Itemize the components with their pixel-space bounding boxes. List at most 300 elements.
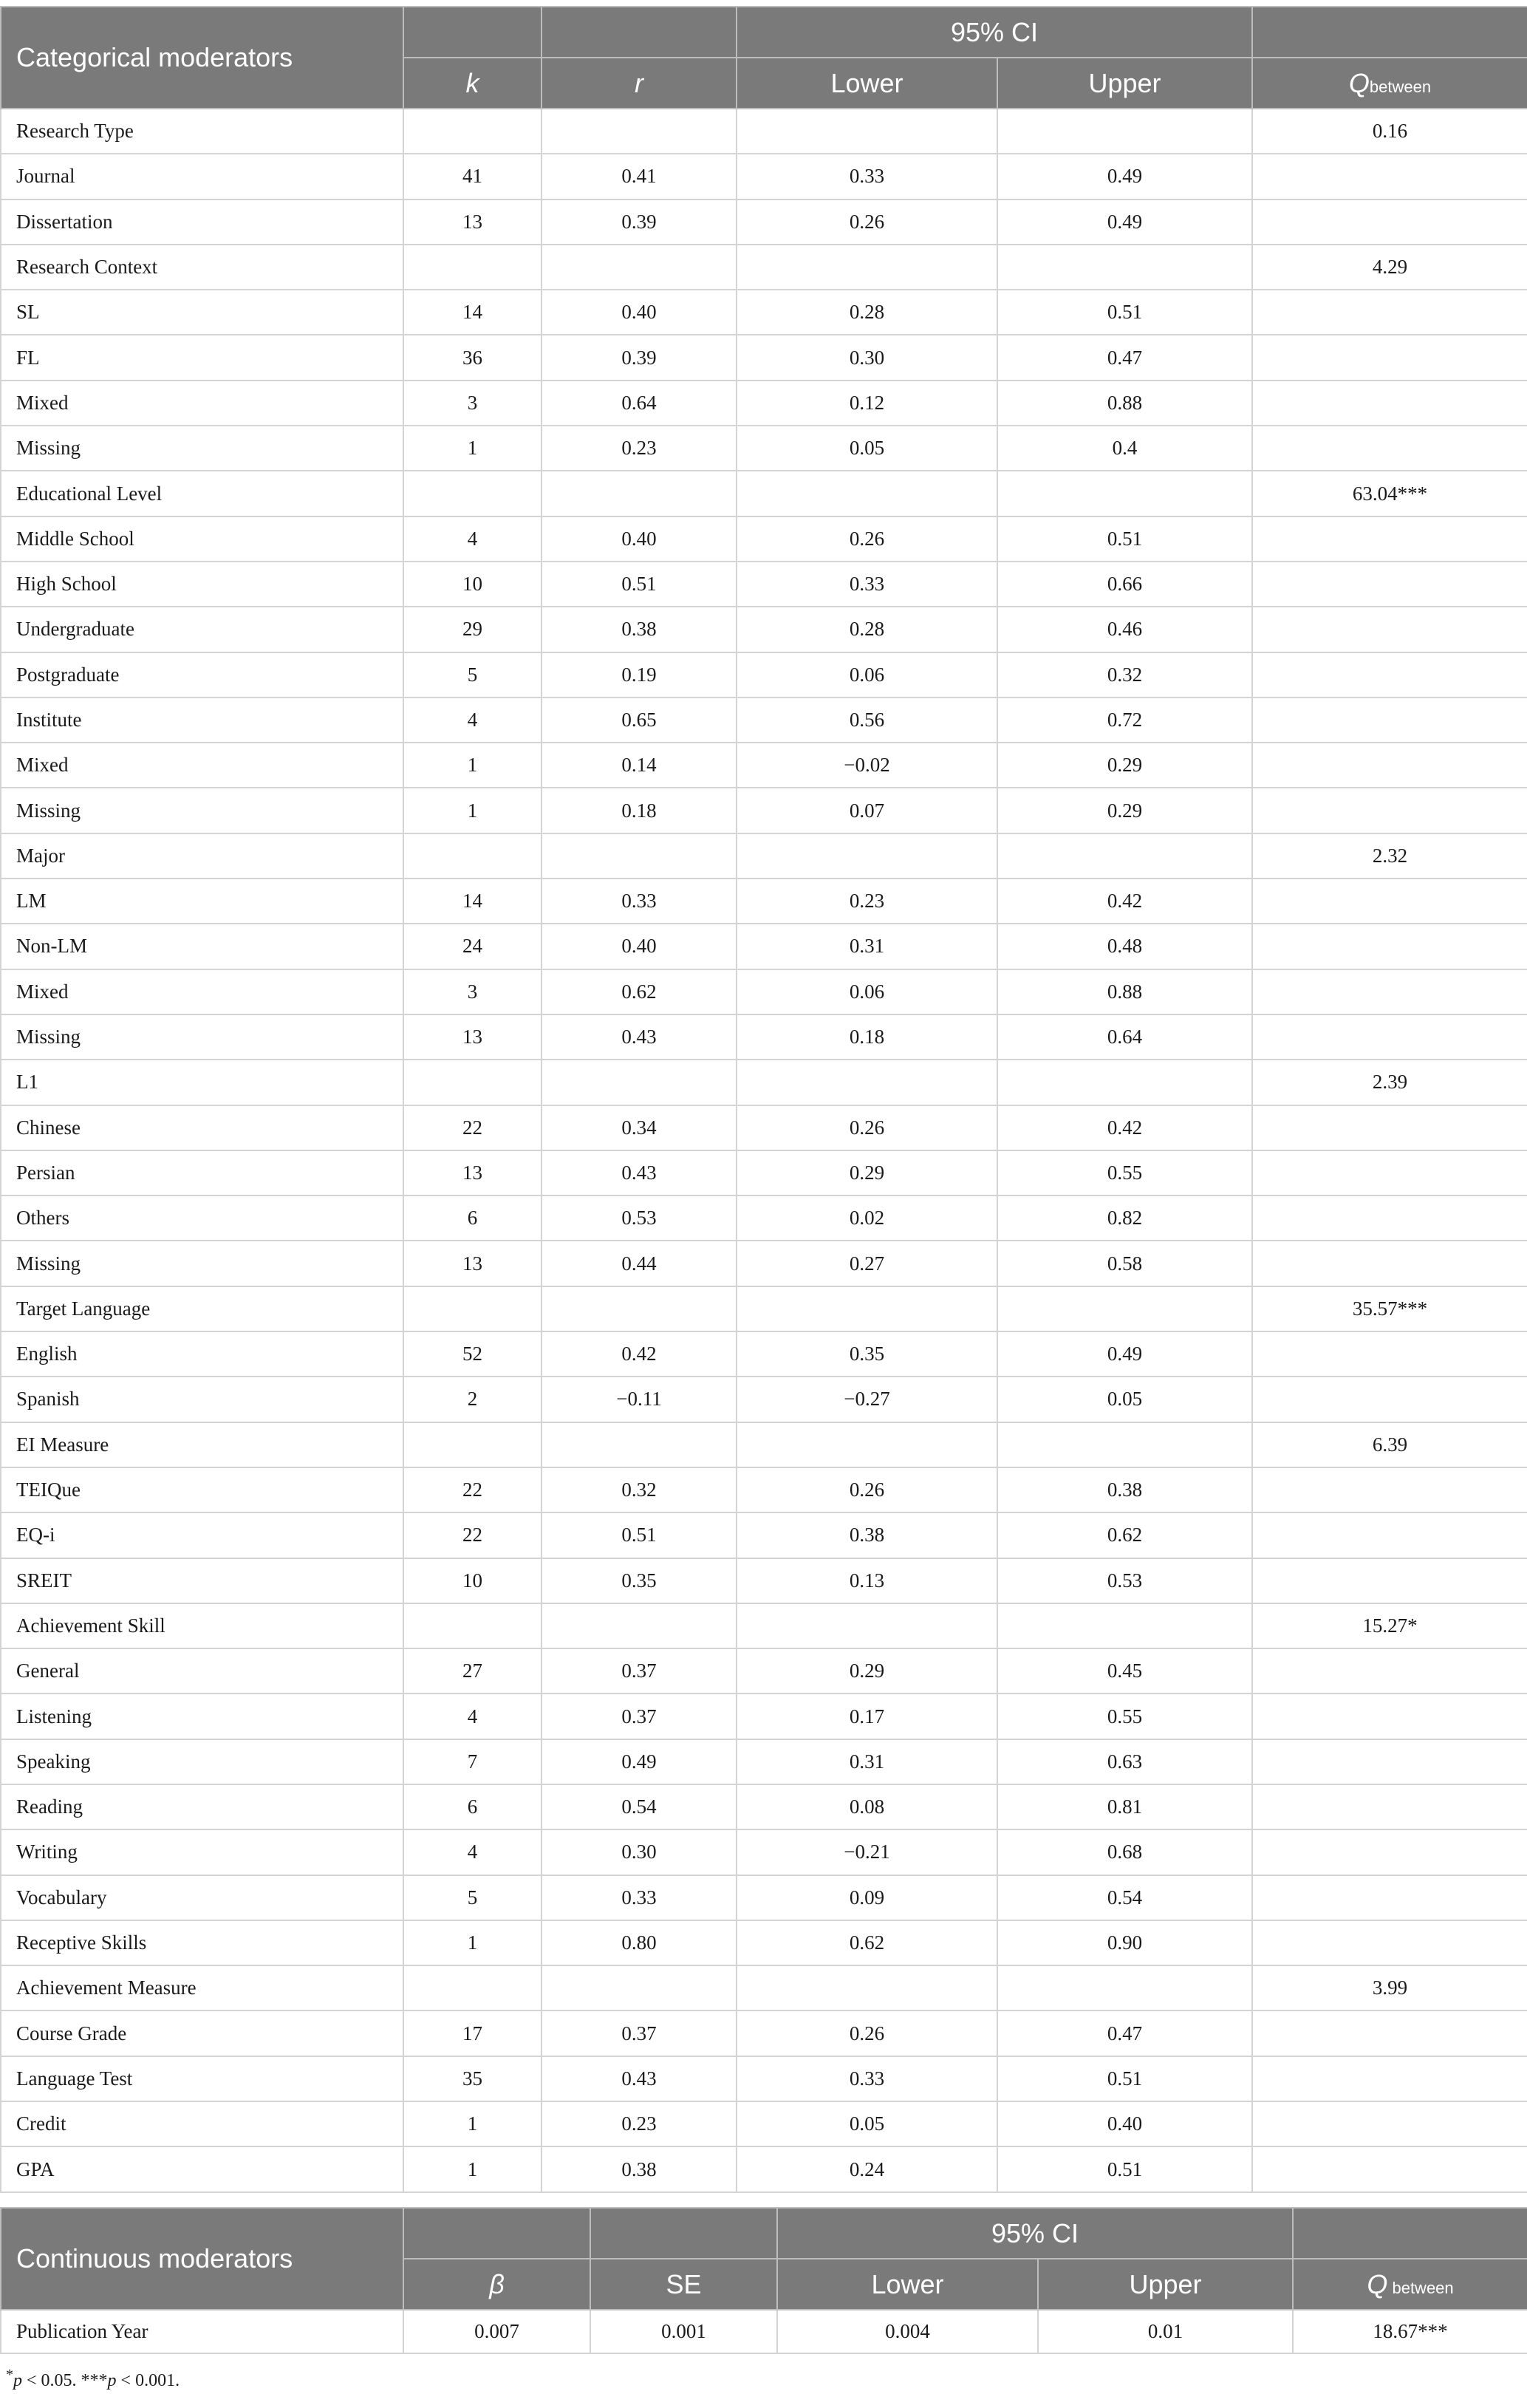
col-header-upper-2: Upper — [1038, 2259, 1293, 2310]
col-header-upper: Upper — [997, 58, 1252, 109]
cell-r: 0.37 — [542, 2010, 737, 2056]
table-row — [1, 607, 1527, 652]
cell-label: Receptive Skills — [1, 1920, 403, 1965]
cell-q — [1252, 1739, 1527, 1784]
cell-lower — [737, 1286, 997, 1331]
cell-label: Mixed — [1, 381, 403, 426]
cell-k: 4 — [403, 1694, 542, 1739]
cell-label: Research Context — [1, 245, 403, 290]
cell-label: Persian — [1, 1150, 403, 1196]
cell-label: Missing — [1, 426, 403, 471]
cell-k — [403, 1060, 542, 1105]
cell-label: General — [1, 1648, 403, 1694]
cell-k: 27 — [403, 1648, 542, 1694]
cell-q — [1252, 381, 1527, 426]
cell-lower: 0.06 — [737, 652, 997, 697]
continuous-moderators-table — [0, 2207, 1527, 2354]
cell-label: Reading — [1, 1784, 403, 1829]
q-symbol: Q — [1348, 67, 1370, 98]
cell-lower: 0.004 — [777, 2310, 1038, 2353]
cell-lower — [737, 1060, 997, 1105]
cell-lower: 0.26 — [737, 2010, 997, 2056]
cell-k: 36 — [403, 335, 542, 380]
cell-upper: 0.72 — [997, 697, 1252, 743]
cell-label: Dissertation — [1, 199, 403, 245]
cell-r: 0.32 — [542, 1467, 737, 1512]
cell-upper: 0.51 — [997, 290, 1252, 335]
table-row — [1, 2010, 1527, 2056]
col-header-se: SE — [590, 2259, 777, 2310]
cell-lower: 0.31 — [737, 924, 997, 969]
cell-label: Missing — [1, 1241, 403, 1286]
cell-r: 0.44 — [542, 1241, 737, 1286]
cell-r: 0.19 — [542, 652, 737, 697]
cell-k: 5 — [403, 652, 542, 697]
table2-ci-header: 95% CI — [777, 2208, 1293, 2259]
cell-label: FL — [1, 335, 403, 380]
cell-upper: 0.81 — [997, 1784, 1252, 1829]
cell-upper — [997, 1286, 1252, 1331]
cell-r — [542, 1603, 737, 1648]
table-row — [1, 199, 1527, 245]
cell-lower: 0.29 — [737, 1648, 997, 1694]
table-row — [1, 335, 1527, 380]
footnote — [6, 2367, 180, 2391]
table-row — [1, 1377, 1527, 1422]
cell-upper: 0.90 — [997, 1920, 1252, 1965]
cell-label: EI Measure — [1, 1422, 403, 1467]
cell-upper: 0.42 — [997, 879, 1252, 924]
cell-q — [1252, 2056, 1527, 2101]
col-header-r: r — [542, 58, 737, 109]
categorical-moderators-table-wrapper — [0, 6, 1527, 2193]
cell-upper: 0.51 — [997, 516, 1252, 562]
cell-q — [1252, 1784, 1527, 1829]
cell-k: 14 — [403, 290, 542, 335]
cell-q: 4.29 — [1252, 245, 1527, 290]
cell-label: GPA — [1, 2146, 403, 2192]
cell-label: English — [1, 1331, 403, 1377]
cell-upper — [997, 1060, 1252, 1105]
table-row — [1, 1105, 1527, 1150]
cell-upper: 0.53 — [997, 1558, 1252, 1603]
cell-r: 0.43 — [542, 2056, 737, 2101]
cell-r: −0.11 — [542, 1377, 737, 1422]
cell-q — [1252, 1829, 1527, 1875]
cell-r: 0.37 — [542, 1694, 737, 1739]
cell-lower — [737, 1422, 997, 1467]
cell-label: Institute — [1, 697, 403, 743]
cell-upper: 0.55 — [997, 1694, 1252, 1739]
cell-lower — [737, 109, 997, 154]
cell-q: 18.67*** — [1293, 2310, 1527, 2353]
cell-q: 2.32 — [1252, 833, 1527, 879]
col-header-beta: β — [403, 2259, 590, 2310]
cell-lower: 0.02 — [737, 1196, 997, 1241]
cell-lower: 0.08 — [737, 1784, 997, 1829]
table-row — [1, 1331, 1527, 1377]
cell-k: 13 — [403, 1014, 542, 1060]
table-row — [1, 1467, 1527, 1512]
cell-label: Language Test — [1, 2056, 403, 2101]
cell-q — [1252, 1875, 1527, 1920]
cell-q — [1252, 516, 1527, 562]
cell-r: 0.49 — [542, 1739, 737, 1784]
table-row — [1, 1150, 1527, 1196]
cell-q — [1252, 1105, 1527, 1150]
cell-lower: 0.26 — [737, 1467, 997, 1512]
cell-lower: 0.13 — [737, 1558, 997, 1603]
table2-title: Continuous moderators — [1, 2208, 403, 2310]
cell-r — [542, 245, 737, 290]
cell-r: 0.39 — [542, 199, 737, 245]
table-row — [1, 969, 1527, 1014]
cell-q — [1252, 652, 1527, 697]
cell-r: 0.18 — [542, 788, 737, 833]
cell-k: 24 — [403, 924, 542, 969]
table-row — [1, 1014, 1527, 1060]
cell-q — [1252, 1241, 1527, 1286]
cell-upper: 0.62 — [997, 1512, 1252, 1558]
cell-lower — [737, 245, 997, 290]
cell-q — [1252, 879, 1527, 924]
cell-r: 0.39 — [542, 335, 737, 380]
cell-q: 15.27* — [1252, 1603, 1527, 1648]
table-row — [1, 697, 1527, 743]
cell-upper: 0.40 — [997, 2101, 1252, 2146]
cell-upper: 0.46 — [997, 607, 1252, 652]
cell-k: 1 — [403, 1920, 542, 1965]
cell-r — [542, 1060, 737, 1105]
footnote-text1: < 0.05. *** — [22, 2371, 108, 2390]
cell-r — [542, 833, 737, 879]
table-row — [1, 1694, 1527, 1739]
cell-k: 13 — [403, 1150, 542, 1196]
cell-k: 35 — [403, 2056, 542, 2101]
cell-k: 3 — [403, 969, 542, 1014]
cell-k: 1 — [403, 788, 542, 833]
cell-label: Postgraduate — [1, 652, 403, 697]
cell-lower: −0.02 — [737, 743, 997, 788]
q-symbol-2: Q — [1367, 2268, 1388, 2299]
cell-k: 22 — [403, 1105, 542, 1150]
cell-lower: 0.05 — [737, 2101, 997, 2146]
cell-lower: −0.21 — [737, 1829, 997, 1875]
cell-k: 22 — [403, 1467, 542, 1512]
cell-upper: 0.29 — [997, 788, 1252, 833]
cell-upper: 0.45 — [997, 1648, 1252, 1694]
cell-k: 13 — [403, 199, 542, 245]
cell-label: Spanish — [1, 1377, 403, 1422]
cell-k — [403, 471, 542, 516]
cell-label: LM — [1, 879, 403, 924]
cell-k — [403, 245, 542, 290]
cell-upper: 0.49 — [997, 1331, 1252, 1377]
table-row — [1, 1603, 1527, 1648]
cell-k: 1 — [403, 426, 542, 471]
cell-k: 52 — [403, 1331, 542, 1377]
cell-upper: 0.49 — [997, 199, 1252, 245]
cell-r: 0.30 — [542, 1829, 737, 1875]
table-row — [1, 290, 1527, 335]
cell-lower: 0.27 — [737, 1241, 997, 1286]
table2-body — [1, 2310, 1527, 2353]
cell-r: 0.54 — [542, 1784, 737, 1829]
cell-lower: 0.31 — [737, 1739, 997, 1784]
footnote-p2: p — [107, 2371, 117, 2390]
cell-upper: 0.64 — [997, 1014, 1252, 1060]
cell-k: 2 — [403, 1377, 542, 1422]
cell-k: 3 — [403, 381, 542, 426]
cell-lower: 0.30 — [737, 335, 997, 380]
cell-lower — [737, 833, 997, 879]
col-header-lower: Lower — [737, 58, 997, 109]
cell-q — [1252, 290, 1527, 335]
cell-k: 7 — [403, 1739, 542, 1784]
cell-lower — [737, 471, 997, 516]
cell-upper — [997, 245, 1252, 290]
cell-lower: 0.24 — [737, 2146, 997, 2192]
cell-r: 0.33 — [542, 1875, 737, 1920]
cell-k: 4 — [403, 697, 542, 743]
cell-k — [403, 1603, 542, 1648]
cell-r: 0.62 — [542, 969, 737, 1014]
footnote-star: * — [6, 2367, 13, 2383]
cell-r: 0.40 — [542, 516, 737, 562]
cell-q — [1252, 1920, 1527, 1965]
cell-lower: 0.38 — [737, 1512, 997, 1558]
cell-label: Course Grade — [1, 2010, 403, 2056]
cell-label: Mixed — [1, 743, 403, 788]
table-row — [1, 154, 1527, 199]
table-row — [1, 924, 1527, 969]
cell-beta: 0.007 — [403, 2310, 590, 2353]
cell-label: Educational Level — [1, 471, 403, 516]
cell-upper — [997, 1422, 1252, 1467]
cell-lower: 0.09 — [737, 1875, 997, 1920]
cell-q: 6.39 — [1252, 1422, 1527, 1467]
cell-label: Non-LM — [1, 924, 403, 969]
cell-r: 0.34 — [542, 1105, 737, 1150]
cell-lower: 0.26 — [737, 516, 997, 562]
continuous-moderators-table-wrapper — [0, 2207, 1527, 2354]
cell-lower: 0.05 — [737, 426, 997, 471]
cell-q: 0.16 — [1252, 109, 1527, 154]
table1-empty-header-k — [403, 7, 542, 58]
table-row — [1, 426, 1527, 471]
cell-k — [403, 1965, 542, 2010]
cell-r: 0.41 — [542, 154, 737, 199]
cell-lower: 0.35 — [737, 1331, 997, 1377]
table-row — [1, 833, 1527, 879]
cell-q: 35.57*** — [1252, 1286, 1527, 1331]
cell-r: 0.40 — [542, 924, 737, 969]
cell-lower: 0.33 — [737, 154, 997, 199]
cell-q — [1252, 1331, 1527, 1377]
cell-upper — [997, 1603, 1252, 1648]
cell-lower: 0.23 — [737, 879, 997, 924]
cell-k: 14 — [403, 879, 542, 924]
cell-r: 0.43 — [542, 1014, 737, 1060]
cell-label: Undergraduate — [1, 607, 403, 652]
cell-r — [542, 1286, 737, 1331]
cell-r: 0.33 — [542, 879, 737, 924]
cell-label: TEIQue — [1, 1467, 403, 1512]
table-row — [1, 1558, 1527, 1603]
cell-k: 29 — [403, 607, 542, 652]
table2-empty-header-se — [590, 2208, 777, 2259]
cell-label: Mixed — [1, 969, 403, 1014]
col-header-lower-2: Lower — [777, 2259, 1038, 2310]
cell-q — [1252, 1196, 1527, 1241]
cell-r — [542, 1422, 737, 1467]
cell-lower: 0.33 — [737, 2056, 997, 2101]
cell-upper: 0.01 — [1038, 2310, 1293, 2353]
cell-q — [1252, 2101, 1527, 2146]
cell-lower: 0.62 — [737, 1920, 997, 1965]
cell-upper: 0.47 — [997, 2010, 1252, 2056]
cell-k: 17 — [403, 2010, 542, 2056]
cell-q — [1252, 1014, 1527, 1060]
cell-k — [403, 833, 542, 879]
cell-lower: 0.12 — [737, 381, 997, 426]
cell-lower: 0.33 — [737, 562, 997, 607]
cell-label: Vocabulary — [1, 1875, 403, 1920]
table1-empty-header-r — [542, 7, 737, 58]
footnote-p1: p — [13, 2371, 22, 2390]
cell-q — [1252, 1694, 1527, 1739]
cell-lower: 0.26 — [737, 199, 997, 245]
cell-q — [1252, 2146, 1527, 2192]
cell-r: 0.53 — [542, 1196, 737, 1241]
cell-label: Credit — [1, 2101, 403, 2146]
cell-upper: 0.82 — [997, 1196, 1252, 1241]
cell-q — [1252, 788, 1527, 833]
cell-upper: 0.51 — [997, 2146, 1252, 2192]
table-row — [1, 2146, 1527, 2192]
cell-upper: 0.32 — [997, 652, 1252, 697]
table2-empty-header-beta — [403, 2208, 590, 2259]
cell-label: Major — [1, 833, 403, 879]
footnote-text2: < 0.001. — [116, 2371, 180, 2390]
table-row — [1, 743, 1527, 788]
table-row — [1, 1739, 1527, 1784]
cell-lower: 0.28 — [737, 607, 997, 652]
cell-k: 1 — [403, 2101, 542, 2146]
table-row — [1, 1060, 1527, 1105]
cell-upper — [997, 1965, 1252, 2010]
cell-q — [1252, 1150, 1527, 1196]
cell-lower: 0.29 — [737, 1150, 997, 1196]
cell-label: Listening — [1, 1694, 403, 1739]
cell-r: 0.38 — [542, 607, 737, 652]
table-row — [1, 1648, 1527, 1694]
cell-q — [1252, 1648, 1527, 1694]
cell-lower: −0.27 — [737, 1377, 997, 1422]
q-subscript: between — [1369, 77, 1432, 96]
table-row — [1, 652, 1527, 697]
cell-upper: 0.47 — [997, 335, 1252, 380]
cell-label: L1 — [1, 1060, 403, 1105]
cell-k: 13 — [403, 1241, 542, 1286]
cell-k: 10 — [403, 562, 542, 607]
cell-k — [403, 1422, 542, 1467]
cell-r: 0.23 — [542, 2101, 737, 2146]
cell-label: Achievement Skill — [1, 1603, 403, 1648]
cell-label: Writing — [1, 1829, 403, 1875]
cell-r: 0.64 — [542, 381, 737, 426]
table-row — [1, 1965, 1527, 2010]
cell-r: 0.51 — [542, 562, 737, 607]
cell-label: SREIT — [1, 1558, 403, 1603]
cell-label: SL — [1, 290, 403, 335]
col-header-q-between-2 — [1293, 2259, 1527, 2310]
cell-q — [1252, 743, 1527, 788]
cell-q — [1252, 199, 1527, 245]
cell-q — [1252, 1512, 1527, 1558]
cell-k: 1 — [403, 2146, 542, 2192]
cell-r: 0.80 — [542, 1920, 737, 1965]
cell-label: Research Type — [1, 109, 403, 154]
table1-body — [1, 109, 1527, 2192]
table-row — [1, 1920, 1527, 1965]
table-row — [1, 1512, 1527, 1558]
table-row — [1, 516, 1527, 562]
cell-lower: 0.17 — [737, 1694, 997, 1739]
cell-upper: 0.63 — [997, 1739, 1252, 1784]
cell-upper: 0.4 — [997, 426, 1252, 471]
cell-lower — [737, 1965, 997, 2010]
cell-q — [1252, 1377, 1527, 1422]
table-row — [1, 562, 1527, 607]
cell-r: 0.23 — [542, 426, 737, 471]
cell-lower — [737, 1603, 997, 1648]
cell-upper: 0.42 — [997, 1105, 1252, 1150]
cell-r: 0.43 — [542, 1150, 737, 1196]
cell-lower: 0.28 — [737, 290, 997, 335]
cell-k — [403, 1286, 542, 1331]
table-row — [1, 471, 1527, 516]
cell-lower: 0.07 — [737, 788, 997, 833]
cell-k: 4 — [403, 516, 542, 562]
cell-r: 0.14 — [542, 743, 737, 788]
cell-label: Middle School — [1, 516, 403, 562]
table1-ci-header: 95% CI — [737, 7, 1252, 58]
cell-upper — [997, 471, 1252, 516]
cell-q — [1252, 1467, 1527, 1512]
table2-empty-header-q — [1293, 2208, 1527, 2259]
cell-label: Missing — [1, 788, 403, 833]
table-row — [1, 1829, 1527, 1875]
cell-r: 0.65 — [542, 697, 737, 743]
cell-k: 6 — [403, 1196, 542, 1241]
q-subscript-2: between — [1387, 2278, 1454, 2297]
cell-upper: 0.29 — [997, 743, 1252, 788]
cell-label: Speaking — [1, 1739, 403, 1784]
table1-title: Categorical moderators — [1, 7, 403, 109]
col-header-q-between — [1252, 58, 1527, 109]
table1-empty-header-q — [1252, 7, 1527, 58]
cell-se: 0.001 — [590, 2310, 777, 2353]
cell-k — [403, 109, 542, 154]
cell-lower: 0.06 — [737, 969, 997, 1014]
cell-r — [542, 109, 737, 154]
cell-label: High School — [1, 562, 403, 607]
cell-label: Publication Year — [1, 2310, 403, 2353]
cell-q: 3.99 — [1252, 1965, 1527, 2010]
cell-label: Missing — [1, 1014, 403, 1060]
table-row — [1, 2056, 1527, 2101]
